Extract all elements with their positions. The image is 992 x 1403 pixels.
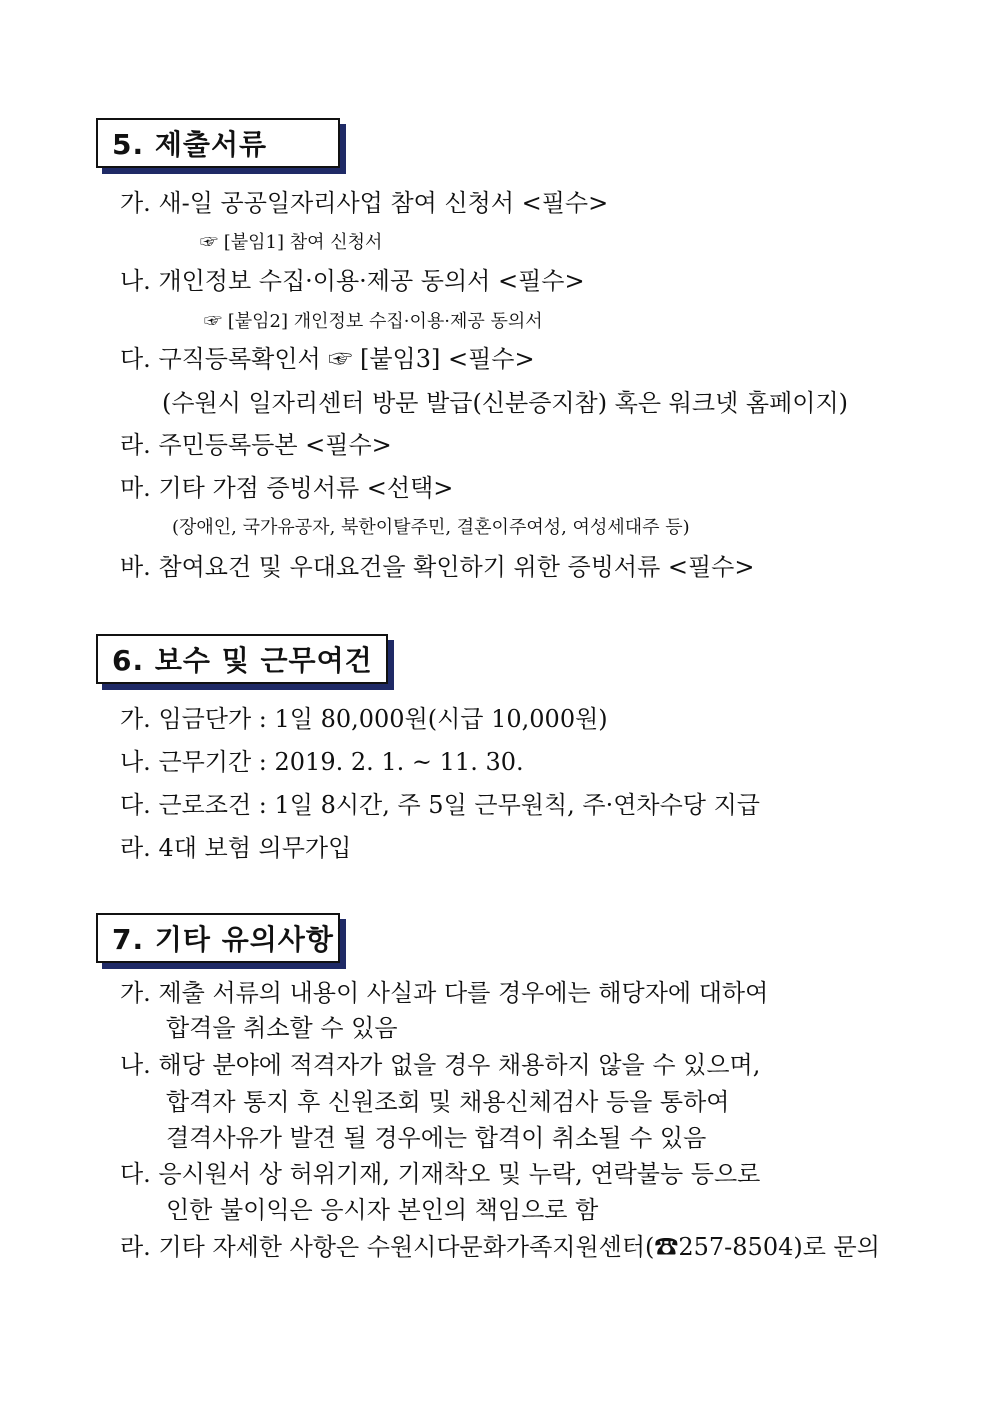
section6-heading	[96, 634, 388, 684]
section7-item-na-cont1: 합격자 통지 후 신원조회 및 채용신체검사 등을 통하여	[166, 1088, 730, 1116]
section7-item-na: 나. 해당 분야에 적격자가 없을 경우 채용하지 않을 수 있으며,	[120, 1051, 761, 1079]
section6-item-na: 나. 근무기간 : 2019. 2. 1. ~ 11. 30.	[120, 748, 524, 776]
section5-item-na: 나. 개인정보 수집·이용·제공 동의서 <필수>	[120, 267, 585, 295]
section7-item-ga: 가. 제출 서류의 내용이 사실과 다를 경우에는 해당자에 대하여	[120, 979, 769, 1007]
section6-item-ga: 가. 임금단가 : 1일 80,000원(시급 10,000원)	[120, 705, 608, 733]
section5-note-bonus: (장애인, 국가유공자, 북한이탈주민, 결혼이주여성, 여성세대주 등)	[172, 517, 690, 538]
section5-note-attach2: ☞ [붙임2] 개인정보 수집·이용·제공 동의서	[204, 311, 543, 332]
section5-item-ma: 마. 기타 가점 증빙서류 <선택>	[120, 474, 454, 502]
section7-item-da-cont: 인한 불이익은 응시자 본인의 책임으로 함	[166, 1196, 599, 1224]
section5-note-attach1: ☞ [붙임1] 참여 신청서	[200, 232, 383, 253]
section5-item-ga: 가. 새-일 공공일자리사업 참여 신청서 <필수>	[120, 189, 609, 217]
section7-item-ra: 라. 기타 자세한 사항은 수원시다문화가족지원센터(☎257-8504)로 문의	[120, 1233, 880, 1261]
section6-item-da: 다. 근로조건 : 1일 8시간, 주 5일 근무원칙, 주·연차수당 지급	[120, 791, 760, 819]
section7-item-na-cont2: 결격사유가 발견 될 경우에는 합격이 취소될 수 있음	[166, 1124, 707, 1152]
section7-item-ga-cont: 합격을 취소할 수 있음	[166, 1014, 398, 1042]
section5-item-da: 다. 구직등록확인서 ☞ [붙임3] <필수>	[120, 345, 535, 373]
section5-title: 5. 제출서류	[112, 128, 268, 161]
section5-item-ba: 바. 참여요건 및 우대요건을 확인하기 위한 증빙서류 <필수>	[120, 553, 755, 581]
section6-title: 6. 보수 및 근무여건	[112, 644, 373, 677]
section7-item-da: 다. 응시원서 상 허위기재, 기재착오 및 누락, 연락불능 등으로	[120, 1160, 761, 1188]
section5-item-ra: 라. 주민등록등본 <필수>	[120, 431, 392, 459]
section7-heading	[96, 913, 340, 963]
section6-item-ra: 라. 4대 보험 의무가입	[120, 834, 352, 862]
section5-heading	[96, 118, 340, 168]
section5-note-issue: (수원시 일자리센터 방문 발급(신분증지참) 혹은 워크넷 홈페이지)	[162, 389, 849, 417]
section7-title: 7. 기타 유의사항	[112, 923, 334, 956]
